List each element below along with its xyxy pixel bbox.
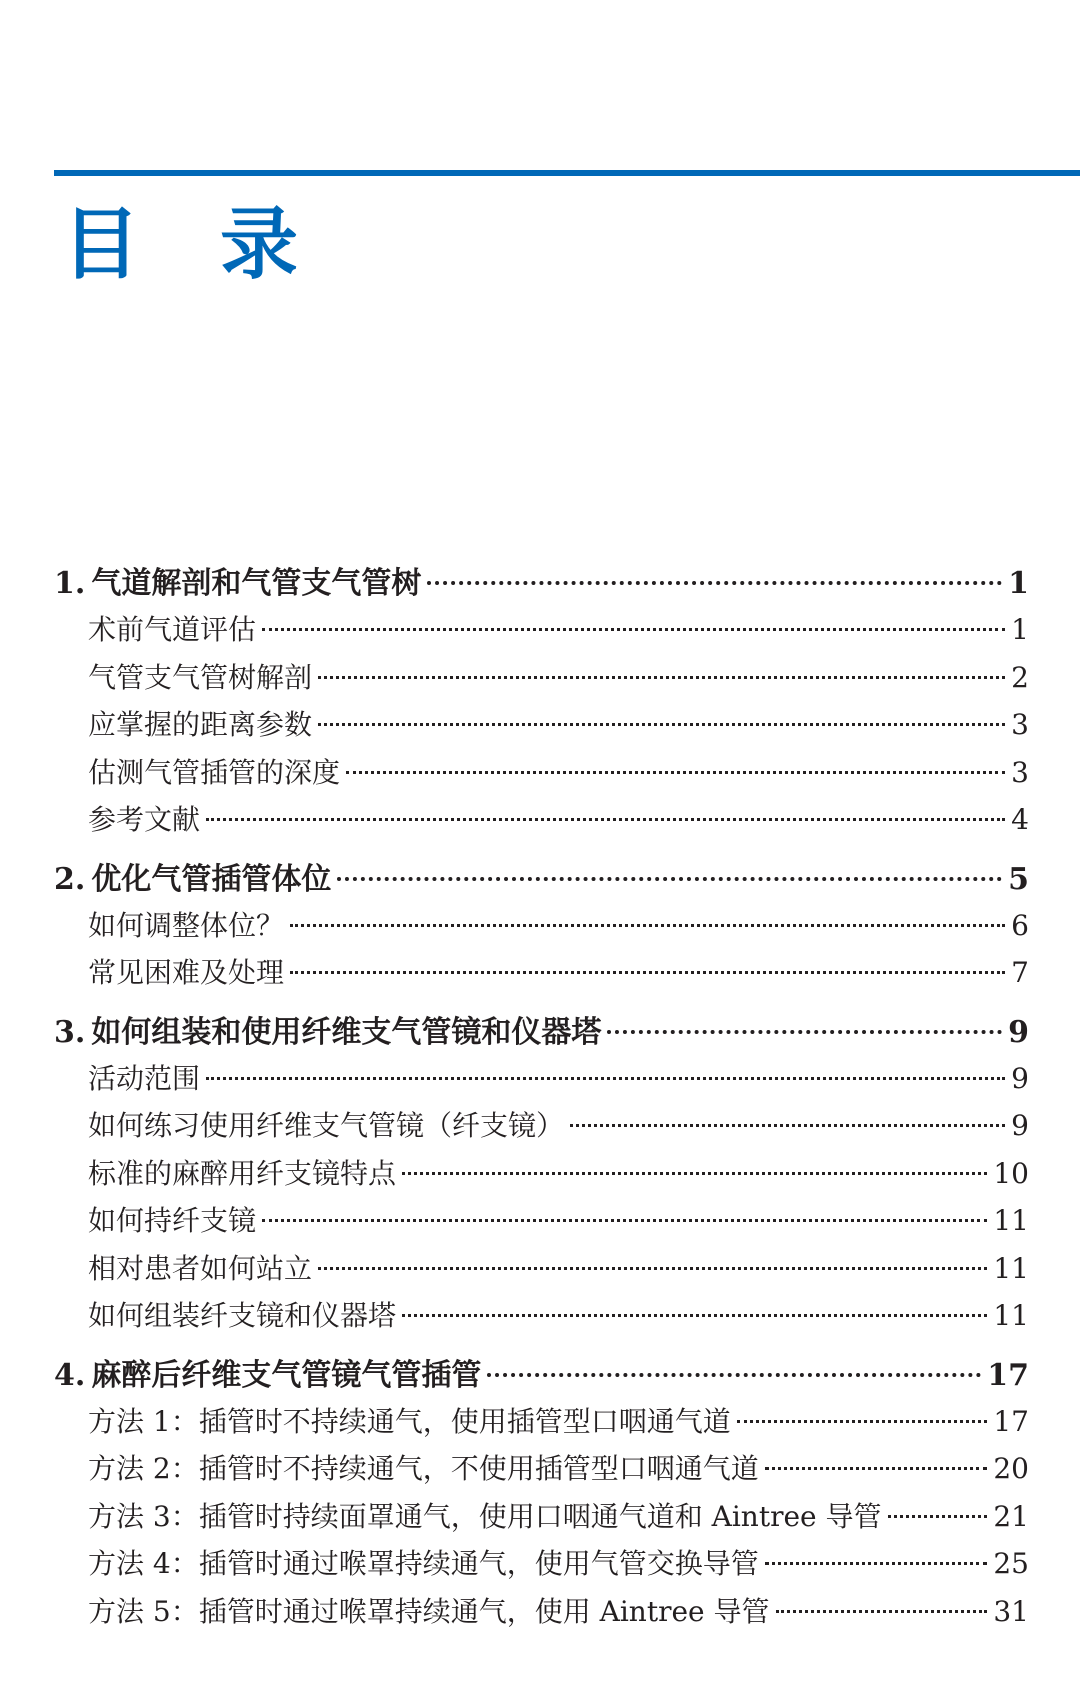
chapter-title: 如何组装和使用纤维支气管镜和仪器塔: [91, 1014, 602, 1050]
toc-section[interactable]: [54, 1104, 1029, 1152]
toc-heading: 目录: [62, 200, 379, 290]
page-number: 2: [1011, 660, 1029, 694]
dot-leader: [765, 1467, 988, 1470]
dot-leader: [290, 971, 1005, 974]
page-number: 6: [1011, 908, 1029, 942]
page-number: 11: [993, 1204, 1029, 1237]
dot-leader: [427, 581, 1002, 585]
section-title: 相对患者如何站立: [88, 1251, 313, 1285]
dot-leader: [206, 818, 1005, 821]
section-title: 估测气管插管的深度: [88, 755, 341, 789]
dot-leader: [337, 877, 1002, 881]
section-title: 如何调整体位？: [88, 908, 285, 942]
page-number: 9: [1008, 1014, 1029, 1050]
dot-leader: [487, 1373, 981, 1377]
section-title: 应掌握的距离参数: [88, 708, 313, 741]
toc-chapter-1[interactable]: [54, 558, 1029, 608]
toc-chapter-2[interactable]: [54, 854, 1029, 904]
chapter-title: 气道解剖和气管支气管树: [91, 566, 422, 601]
page-number: 1: [1011, 613, 1029, 646]
toc-section[interactable]: [54, 1294, 1029, 1342]
toc-chapter-3[interactable]: [54, 1007, 1029, 1057]
section-title: 参考文献: [88, 803, 201, 836]
page-number: 31: [993, 1594, 1029, 1628]
dot-leader: [206, 1077, 1005, 1080]
page-number: 10: [993, 1156, 1029, 1190]
dot-leader: [318, 1267, 987, 1270]
page-number: 20: [993, 1452, 1029, 1485]
chapter-number: 1.: [54, 566, 86, 601]
dot-leader: [402, 1314, 987, 1317]
toc-section[interactable]: [54, 1199, 1029, 1247]
page-number: 7: [1011, 956, 1029, 989]
toc-section[interactable]: [54, 904, 1029, 952]
chapter-number: 4.: [54, 1357, 86, 1393]
toc-section[interactable]: [54, 656, 1029, 704]
page-number: 17: [993, 1404, 1029, 1438]
page-number: 11: [993, 1251, 1029, 1285]
page-number: 5: [1008, 861, 1029, 897]
section-title: 如何练习使用纤维支气管镜（纤支镜）: [88, 1109, 565, 1142]
toc-section[interactable]: [54, 1057, 1029, 1105]
section-title: 方法 5：插管时通过喉罩持续通气，使用 Aintree 导管: [88, 1594, 770, 1628]
toc-section[interactable]: [54, 798, 1029, 846]
table-of-contents: [54, 558, 1029, 1637]
dot-leader: [262, 1219, 987, 1222]
page-number: 1: [1008, 566, 1029, 601]
page-number: 11: [993, 1299, 1029, 1332]
chapter-number: 2.: [54, 861, 86, 897]
section-title: 方法 1：插管时不持续通气，使用插管型口咽通气道: [88, 1404, 731, 1438]
section-title: 活动范围: [88, 1061, 201, 1095]
section-title: 气管支气管树解剖: [88, 660, 313, 694]
page-number: 9: [1011, 1061, 1029, 1095]
toc-section[interactable]: [54, 1495, 1029, 1543]
header-rule: [54, 170, 1080, 176]
page-number: 3: [1011, 708, 1029, 741]
page-number: 25: [993, 1547, 1029, 1580]
section-title: 方法 4：插管时通过喉罩持续通气，使用气管交换导管: [88, 1547, 759, 1580]
dot-leader: [262, 628, 1005, 631]
page-number: 17: [987, 1357, 1029, 1393]
section-title: 标准的麻醉用纤支镜特点: [88, 1156, 397, 1190]
page-number: 21: [993, 1499, 1029, 1533]
dot-leader: [402, 1172, 987, 1175]
dot-leader: [290, 924, 1005, 927]
toc-section[interactable]: [54, 1400, 1029, 1448]
toc-chapter-4[interactable]: [54, 1350, 1029, 1400]
chapter-number: 3.: [54, 1014, 86, 1050]
chapter-title: 麻醉后纤维支气管镜气管插管: [91, 1357, 482, 1393]
dot-leader: [318, 676, 1005, 679]
toc-section[interactable]: [54, 703, 1029, 751]
toc-section[interactable]: [54, 951, 1029, 999]
dot-leader: [318, 723, 1005, 726]
dot-leader: [765, 1562, 988, 1565]
toc-section[interactable]: [54, 1152, 1029, 1200]
page-number: 3: [1011, 755, 1029, 789]
toc-section[interactable]: [54, 751, 1029, 799]
dot-leader: [346, 771, 1005, 774]
toc-section[interactable]: [54, 1542, 1029, 1590]
dot-leader: [776, 1610, 988, 1613]
section-title: 常见困难及处理: [88, 956, 285, 989]
section-title: 方法 3：插管时持续面罩通气，使用口咽通气道和 Aintree 导管: [88, 1499, 882, 1533]
toc-section[interactable]: [54, 1447, 1029, 1495]
page-number: 9: [1011, 1109, 1029, 1142]
dot-leader: [570, 1124, 1005, 1127]
chapter-title: 优化气管插管体位: [91, 861, 332, 897]
dot-leader: [737, 1420, 988, 1423]
dot-leader: [607, 1030, 1002, 1034]
toc-section[interactable]: [54, 1247, 1029, 1295]
page-number: 4: [1011, 803, 1029, 836]
section-title: 如何组装纤支镜和仪器塔: [88, 1299, 397, 1332]
dot-leader: [888, 1515, 988, 1518]
section-title: 如何持纤支镜: [88, 1204, 257, 1237]
section-title: 方法 2：插管时不持续通气，不使用插管型口咽通气道: [88, 1452, 759, 1485]
section-title: 术前气道评估: [88, 613, 257, 646]
toc-section[interactable]: [54, 608, 1029, 656]
toc-section[interactable]: [54, 1590, 1029, 1638]
